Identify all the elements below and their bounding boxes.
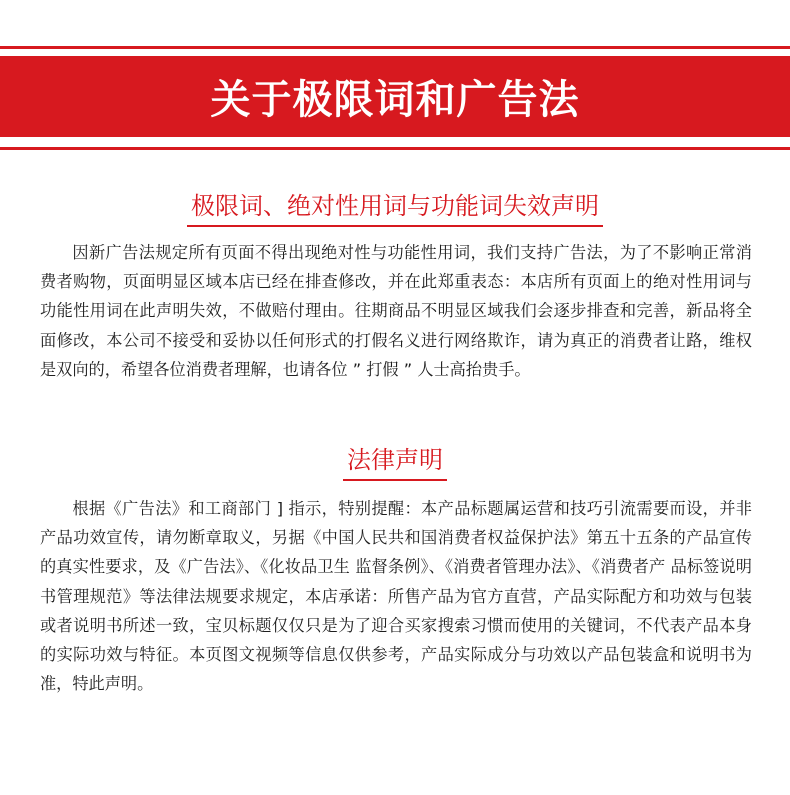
banner-top-rule bbox=[0, 46, 790, 49]
banner-band bbox=[0, 56, 790, 137]
legal-paragraph: 根据《广告法》和工商部门 ] 指示，特别提醒：本产品标题属运营和技巧引流需要而设，并非产品功效宣传，请勿断章取义，另据《中国人民共和国消费者权益保护法》第五十五条的产品宣传的真实性要求，及《广告法》、《化妆品卫生 监督条例》、《消费者管理办法》、《消费者产 品标签说明书管理规范》等法律法规要求规定，本店承诺：所售产品为官方直营，产品实际配方和功效与包装或者说明书所述一致，宝贝标题仅仅只是为了迎合买家搜索习惯而使用的关键词，不代表产品本身的实际功效与特征。本页图文视频等信息仅供参考，产品实际成分与功效以产品包装盒和说明书为准，特此声明。 bbox=[40, 499, 752, 694]
title-banner bbox=[0, 46, 790, 150]
banner-bottom-rule bbox=[0, 147, 790, 150]
disclaimer-paragraph: 因新广告法规定所有页面不得出现绝对性与功能性用词，我们支持广告法，为了不影响正常消费者购物，页面明显区域本店已经在排查修改，并在此郑重表态：本店所有页面上的绝对性用词与功能性用词在此声明失效，不做赔付理由。往期商品不明显区域我们会逐步排查和完善，新品将全面修改，本公司不接受和妥协以任何形式的打假名义进行网络欺诈，请为真正的消费者让路，维权是双向的，希望各位消费者理解，也请各位 ” 打假 ” 人士高抬贵手。 bbox=[40, 243, 752, 379]
page-title: 关于极限词和广告法 bbox=[210, 77, 580, 123]
section-heading-disclaimer bbox=[0, 190, 790, 227]
section-heading-legal-text: 法律声明 bbox=[343, 444, 447, 481]
section-heading-disclaimer-text: 极限词、绝对性用词与功能词失效声明 bbox=[187, 190, 603, 227]
section-heading-legal bbox=[0, 444, 790, 481]
